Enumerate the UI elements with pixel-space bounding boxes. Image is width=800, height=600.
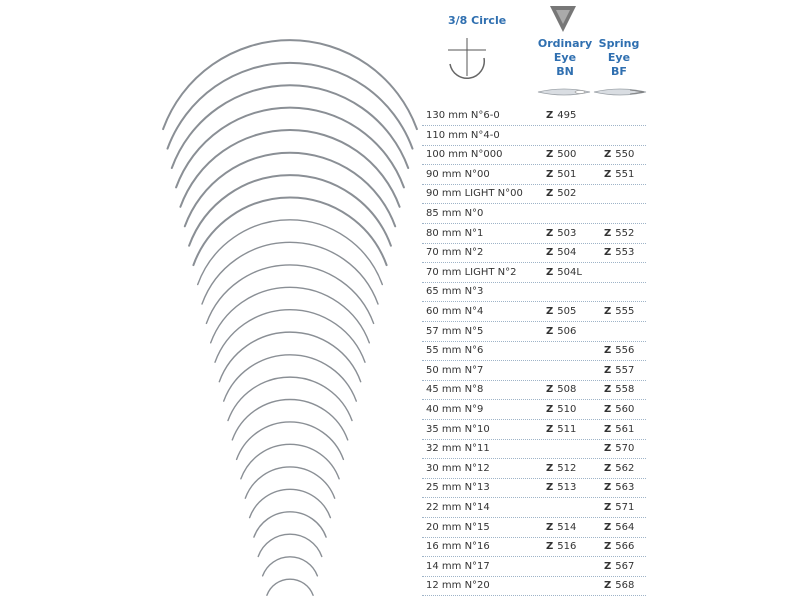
spring-eye-code [604,502,634,513]
table-row [426,145,646,165]
table-row [426,341,646,361]
code-prefix: Z [604,168,612,180]
code-prefix: Z [604,482,612,494]
code-number: 556 [615,345,635,357]
curved-needle-icon [254,512,326,537]
needle-size: 16 mm N°16 [426,541,490,553]
table-row [426,400,646,420]
code-prefix: Z [546,541,554,553]
code-prefix: Z [546,325,554,337]
needle-size: 90 mm LIGHT N°00 [426,188,523,200]
table-row [426,380,646,400]
table-row [426,106,646,126]
table-row [426,126,646,146]
needle-size: 32 mm N°11 [426,443,490,455]
code-number: 500 [557,149,577,161]
needle-size: 45 mm N°8 [426,384,484,396]
code-prefix: Z [546,247,554,259]
needle-size: 60 mm N°4 [426,306,484,317]
spring-eye-icon [592,86,648,98]
table-row [426,439,646,459]
code-number: 501 [557,168,577,180]
table-row [426,184,646,204]
ordinary-eye-code [546,384,576,395]
spring-eye-code [604,463,634,474]
code-prefix: Z [604,423,612,435]
code-prefix: Z [546,110,554,121]
curved-needle-icon [258,534,322,556]
code-number: 516 [557,541,577,553]
code-number: 568 [615,580,635,592]
spring-eye-code [604,482,634,493]
needle-size: 65 mm N°3 [426,286,484,298]
spring-eye-code [604,149,634,160]
spring-eye-code [604,384,634,395]
code-prefix: Z [604,502,612,513]
spring-eye-code [604,247,634,258]
ordinary-eye-code [546,326,576,337]
triangle-point-icon [548,4,578,34]
ordinary-eye-code [546,522,576,533]
table-row [426,498,646,518]
code-prefix: Z [546,482,554,494]
code-prefix: Z [546,306,554,317]
needle-size: 100 mm N°000 [426,149,503,161]
table-row [426,518,646,538]
row-divider [422,595,646,596]
needle-size: 70 mm N°2 [426,247,484,259]
code-prefix: Z [604,521,612,533]
curved-needle-icon [172,85,408,168]
code-number: 571 [615,502,635,513]
needle-size: 130 mm N°6-0 [426,110,500,121]
spring-eye-code [604,345,634,356]
curved-needle-icon [267,579,313,595]
curved-needle-icon [241,444,339,478]
code-prefix: Z [546,149,554,161]
code-prefix: Z [604,247,612,259]
curved-needle-icon [193,197,386,265]
ordinary-eye-code [546,149,576,160]
curved-needle-icon [237,422,344,459]
ordinary-eye-code [546,404,576,415]
curved-needle-icon [189,175,391,246]
code-prefix: Z [604,443,612,455]
code-number: 567 [615,560,635,572]
table-row [426,420,646,440]
ordinary-eye-code [546,541,576,552]
table-row [426,302,646,322]
curved-needle-icon [185,153,395,227]
table-row [426,537,646,557]
code-number: 505 [557,306,577,317]
three-eighths-circle-icon [446,36,492,80]
needle-size: 35 mm N°10 [426,423,490,435]
code-number: 555 [615,306,635,317]
ordinary-eye-code [546,188,576,199]
code-number: 511 [557,423,577,435]
needle-size: 12 mm N°20 [426,580,490,592]
code-number: 560 [615,404,635,415]
code-number: 514 [557,521,577,533]
curved-needle-icon [198,220,383,285]
code-number: 557 [615,364,635,376]
needle-size: 70 mm LIGHT N°2 [426,266,517,278]
needle-size: 57 mm N°5 [426,325,484,337]
code-number: 562 [615,462,635,474]
spring-eye-code [604,541,634,552]
table-row [426,557,646,577]
code-number: 550 [615,149,635,161]
code-prefix: Z [604,560,612,572]
code-prefix: Z [604,580,612,592]
code-prefix: Z [604,384,612,396]
spring-eye-code [604,365,634,376]
ordinary-eye-code [546,228,576,239]
code-number: 551 [615,168,635,180]
code-number: 566 [615,541,635,553]
curved-needle-icon [168,63,413,149]
table-row [426,459,646,479]
ordinary-eye-code [546,169,576,180]
curved-needle-icon [180,130,399,207]
curved-needle-icon [232,399,347,439]
code-number: 495 [557,110,577,121]
needle-size: 110 mm N°4-0 [426,129,500,141]
curved-needle-icon [224,355,357,401]
code-number: 563 [615,482,635,494]
column-header-spring-eye: Spring Eye BF [598,37,640,78]
code-number: 504L [557,266,582,278]
table-row [426,282,646,302]
curved-needle-icon [202,242,378,304]
spring-eye-code [604,561,634,572]
table-row [426,224,646,244]
code-number: 558 [615,384,635,396]
code-prefix: Z [604,541,612,553]
needle-size: 20 mm N°15 [426,521,490,533]
code-prefix: Z [604,345,612,357]
ordinary-eye-code [546,110,576,121]
table-row [426,263,646,283]
curved-needle-icon [206,265,373,323]
code-number: 561 [615,423,635,435]
table-row [426,243,646,263]
needle-size: 90 mm N°00 [426,168,490,180]
needle-size: 40 mm N°9 [426,404,484,415]
curved-needle-icon [245,467,334,498]
curved-needle-icon [250,489,331,517]
code-number: 552 [615,227,635,239]
table-row [426,361,646,381]
code-prefix: Z [546,462,554,474]
ordinary-eye-code [546,463,576,474]
code-prefix: Z [604,404,612,415]
table-row [426,478,646,498]
code-number: 564 [615,521,635,533]
code-prefix: Z [604,227,612,239]
needle-size: 25 mm N°13 [426,482,490,494]
code-prefix: Z [546,227,554,239]
needle-size: 30 mm N°12 [426,462,490,474]
spring-eye-code [604,580,634,591]
ordinary-eye-code [546,267,582,278]
code-prefix: Z [546,521,554,533]
code-number: 506 [557,325,577,337]
code-number: 502 [557,188,577,200]
needle-size: 50 mm N°7 [426,364,484,376]
code-prefix: Z [604,364,612,376]
code-number: 512 [557,462,577,474]
table-row [426,576,646,596]
spring-eye-code [604,228,634,239]
code-prefix: Z [546,404,554,415]
spring-eye-code [604,424,634,435]
spring-eye-code [604,443,634,454]
spring-eye-code [604,522,634,533]
code-number: 508 [557,384,577,396]
code-number: 553 [615,247,635,259]
spring-eye-code [604,404,634,415]
code-prefix: Z [546,188,554,200]
code-prefix: Z [604,306,612,317]
needle-size: 22 mm N°14 [426,502,490,513]
circle-type-label: 3/8 Circle [448,14,507,27]
ordinary-eye-code [546,306,576,317]
code-prefix: Z [604,149,612,161]
code-prefix: Z [546,423,554,435]
ordinary-eye-code [546,247,576,258]
needle-size: 85 mm N°0 [426,208,484,219]
ordinary-eye-code [546,424,576,435]
ordinary-eye-code [546,482,576,493]
curved-needle-icon [263,557,318,576]
ordinary-eye-icon [536,86,592,98]
needle-size: 14 mm N°17 [426,560,490,572]
code-prefix: Z [604,462,612,474]
code-prefix: Z [546,266,554,278]
code-number: 510 [557,404,577,415]
table-row [426,322,646,342]
code-number: 513 [557,482,577,494]
code-prefix: Z [546,384,554,396]
code-number: 570 [615,443,635,455]
table-row [426,204,646,224]
needle-size: 80 mm N°1 [426,227,484,239]
table-row [426,165,646,185]
needle-size: 55 mm N°6 [426,345,484,357]
code-prefix: Z [546,168,554,180]
spring-eye-code [604,169,634,180]
code-number: 504 [557,247,577,259]
curved-needle-icon [211,287,370,343]
code-number: 503 [557,227,577,239]
column-header-ordinary-eye: Ordinary Eye BN [537,37,593,78]
spring-eye-code [604,306,634,317]
